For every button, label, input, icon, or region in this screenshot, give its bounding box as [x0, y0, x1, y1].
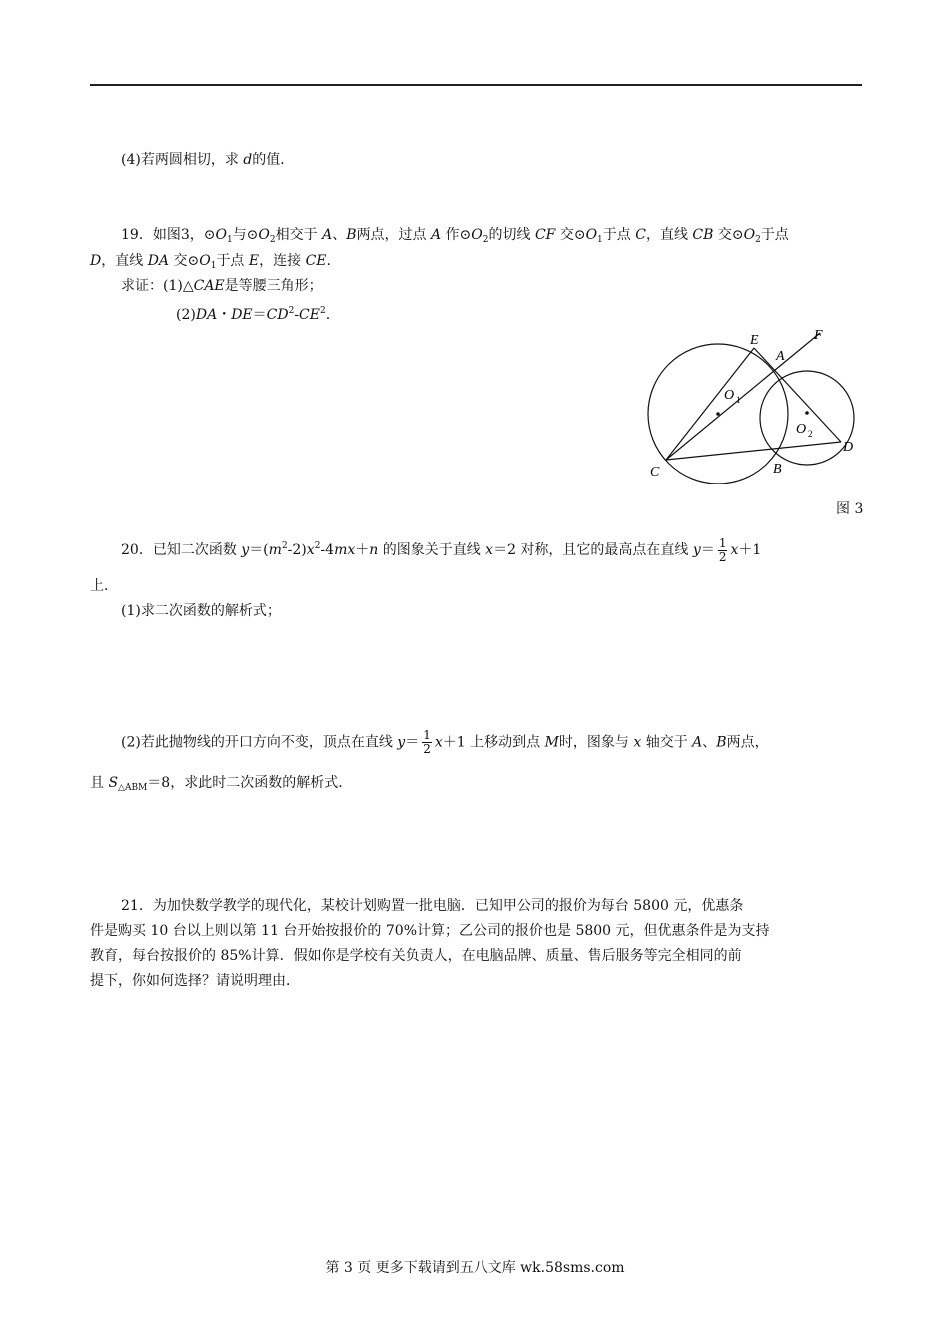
label-o1-sub: 1: [736, 395, 741, 405]
q19-prove-2: (2)DA・$DE=CD^2-CE^2$.: [176, 306, 331, 323]
q20-line1: 20．已知二次函数 $y=(m^2-2)x^2-4mx+n$ 的图象关于直线 x＝2 对称，且它的最高点在直线 y＝ $\frac{1}{2}$ x＋1: [121, 535, 762, 564]
circle-o2: [760, 371, 854, 465]
label-b: B: [773, 462, 782, 477]
q20-part2-line1: (2)若此抛物线的开口方向不变，顶点在直线 y＝ $\frac{1}{2}$ x＋1 上移动到点 M时，图象与 x 轴交于 A、B两点，: [121, 728, 769, 756]
q19-prove-1: 求证：(1)△CAE是等腰三角形；: [121, 278, 323, 294]
header-rule: [90, 84, 862, 86]
label-o2: O: [796, 422, 807, 437]
label-o2-sub: 2: [808, 429, 813, 439]
fraction-half: $\frac{1}{2}$: [718, 535, 727, 564]
geometry-figure: [640, 322, 870, 484]
q21-line4: 提下，你如何选择？请说明理由．: [90, 973, 300, 989]
label-d: D: [843, 440, 854, 455]
line-ce: [666, 348, 754, 460]
q21-line3: 教育，每台按报价的 85%计算．假如你是学校有关负责人，在电脑品牌、质量、售后服务等完全相同的前: [90, 948, 742, 964]
page-footer: 第 3 页 更多下载请到五八文库 wk.58sms.com: [325, 1260, 625, 1276]
line-cf: [666, 333, 820, 460]
q20-part1: (1)求二次函数的解析式；: [121, 603, 281, 619]
label-a: A: [776, 349, 785, 364]
q21-line1: 21．为加快数学教学的现代化，某校计划购置一批电脑．已知甲公司的报价为每台 5800 元，优惠条: [121, 898, 744, 914]
q19-line1: 19．如图3，$⊙O_1$与$⊙O_2$相交于 A、B两点，过点 A 作$⊙O_2$的切线 CF 交$⊙O_1$于点 C，直线 CB 交$⊙O_2$于点: [121, 227, 789, 245]
label-f: F: [814, 328, 823, 343]
label-o1: O: [724, 388, 735, 403]
label-c: C: [650, 465, 660, 480]
figure-caption: 图 3: [836, 501, 864, 517]
fraction-half-2: $\frac{1}{2}$: [423, 728, 431, 756]
q20-line2: 上．: [90, 578, 118, 594]
center-o1-dot: [716, 412, 720, 416]
q20-part2-line2: 且 $S_{\triangle ABM}=8$，求此时二次函数的解析式．: [90, 775, 353, 793]
q19-line2: D，直线 DA 交$⊙O_1$于点 E，连接 CE.: [90, 253, 331, 271]
q21-line2: 件是购买 10 台以上则以第 11 台开始按报价的 70%计算；乙公司的报价也是 5800 元，但优惠条件是为支持: [90, 923, 770, 939]
label-e: E: [750, 333, 759, 348]
line-cd: [666, 442, 841, 460]
center-o2-dot: [805, 411, 809, 415]
q18-part4: (4)若两圆相切，求 d的值．: [121, 152, 295, 168]
